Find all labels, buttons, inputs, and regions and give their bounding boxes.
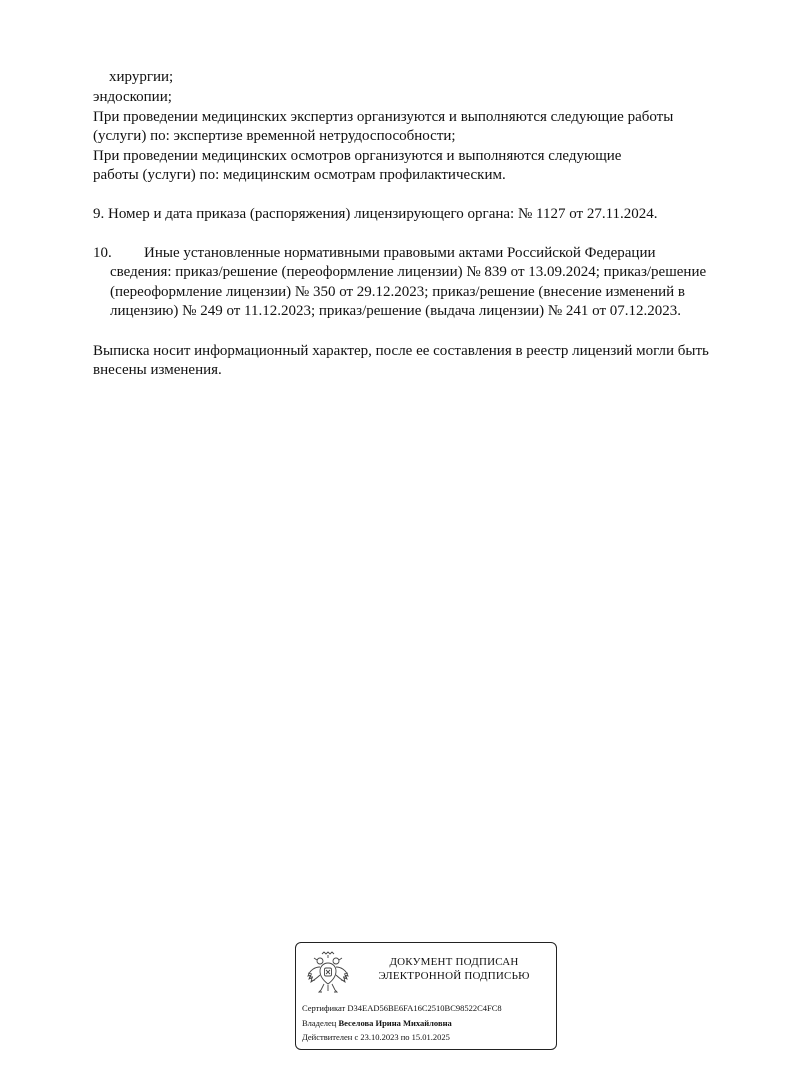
stamp-title-line-1: ДОКУМЕНТ ПОДПИСАН: [389, 956, 519, 968]
text-line-expertise-services: (услуги) по: экспертизе временной нетрудоспособности;: [93, 128, 456, 144]
owner-row: [302, 1018, 452, 1029]
russian-coat-of-arms-icon: [304, 949, 352, 997]
item-10-line-2: сведения: приказ/решение (переоформление лицензии) № 839 от 13.09.2024; приказ/решение: [110, 264, 707, 280]
owner-label: Владелец: [302, 1018, 337, 1028]
text-line-endoscopy: эндоскопии;: [93, 89, 172, 105]
validity-period: Действителен с 23.10.2023 по 15.01.2025: [302, 1032, 450, 1042]
electronic-signature-stamp: [295, 942, 557, 1050]
item-10-number: 10.: [93, 245, 112, 261]
order-number-and-date: 9. Номер и дата приказа (распоряжения) лицензирующего органа: № 1127 от 27.11.2024.: [93, 206, 658, 222]
disclaimer-line-1: Выписка носит информационный характер, после ее составления в реестр лицензий могли быть: [93, 343, 709, 359]
text-line-checkups-services: работы (услуги) по: медицинским осмотрам профилактическим.: [93, 167, 506, 183]
certificate-row: [302, 1003, 502, 1014]
certificate-label: Сертификат: [302, 1003, 346, 1013]
disclaimer-line-2: внесены изменения.: [93, 362, 222, 378]
owner-value: Веселова Ирина Михайловна: [338, 1018, 452, 1028]
text-line-checkups-header: При проведении медицинских осмотров организуются и выполняются следующие: [93, 148, 622, 164]
text-line-expertise-header: При проведении медицинских экспертиз организуются и выполняются следующие работы: [93, 109, 674, 125]
text-line-surgery: хирургии;: [109, 69, 174, 85]
item-10-first-line: Иные установленные нормативными правовыми актами Российской Федерации: [144, 245, 656, 261]
item-10-line-4: лицензию) № 249 от 11.12.2023; приказ/решение (выдача лицензии) № 241 от 07.12.2023.: [110, 303, 682, 319]
item-10-line-3: (переоформление лицензии) № 350 от 29.12.2023; приказ/решение (внесение изменений в: [110, 284, 685, 300]
stamp-title-line-2: ЭЛЕКТРОННОЙ ПОДПИСЬЮ: [378, 970, 530, 982]
certificate-value: D34EAD56BE6FA16C2510BC98522C4FC8: [347, 1003, 502, 1013]
